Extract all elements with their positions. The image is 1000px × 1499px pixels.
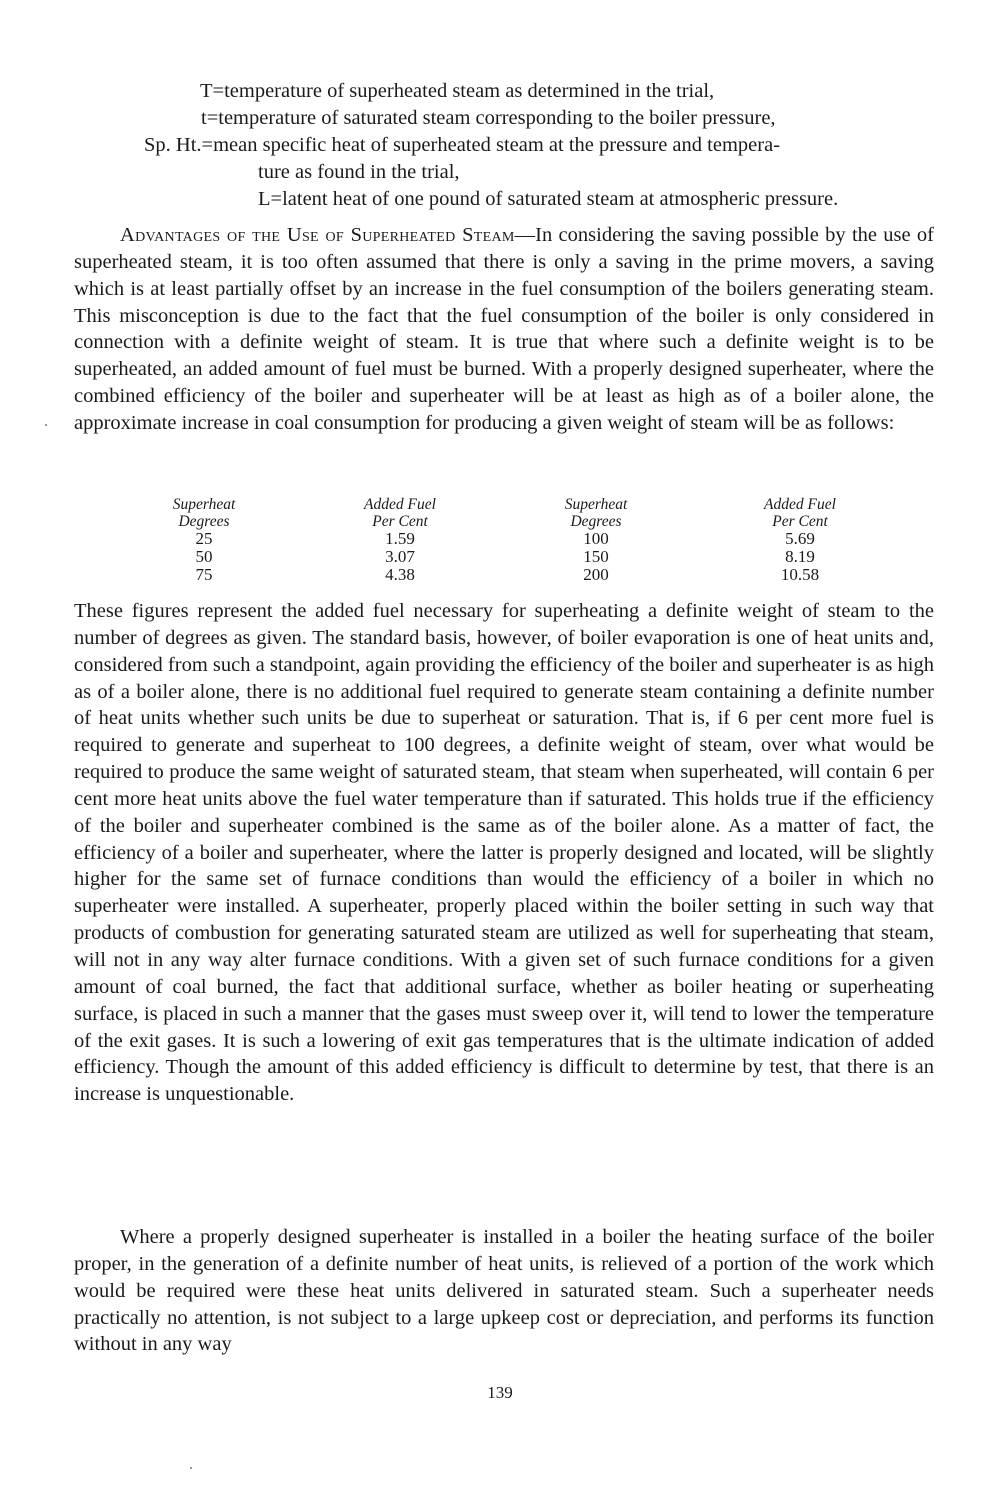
table-cell: 150 xyxy=(583,547,609,566)
page-number: 139 xyxy=(487,1383,513,1402)
column-added-fuel-2 xyxy=(720,496,880,584)
definition-sp-ht: Sp. Ht.=mean specific heat of superheated steam at the pressure and tempera- xyxy=(144,134,780,156)
table-cell: 100 xyxy=(583,529,609,548)
definition-T: T=temperature of superheated steam as determined in the trial, xyxy=(200,80,715,102)
column-header: Superheat Degrees xyxy=(172,496,236,530)
table-cell: 8.19 xyxy=(785,547,815,566)
table-cell: 25 xyxy=(195,529,213,548)
table-cell: 4.38 xyxy=(385,565,415,584)
table-cell: 50 xyxy=(195,547,213,566)
table-cell: 200 xyxy=(583,565,609,584)
table-cell: 5.69 xyxy=(785,529,815,548)
paragraph-figures: These figures represent the added fuel necessary for superheating a definite weight of steam to the number of degrees as given. The standard basis, however, of boiler evaporation is one of heat units and, considered from such a standpoint, again providing the efficiency of the boiler and superheater is as high as of a boiler alone, there is no additional fuel required to generate steam containing a definite number of heat units whether such units be due to superheat or saturation. That is, if 6 per cent more fuel is required to generate and superheat to 100 degrees, a definite weight of steam, over what would be required to produce the same weight of saturated steam, that steam when superheated, will contain 6 per cent more heat units above the fuel water temperature than if saturated. This holds true if the efficiency of the boiler and superheater combined is the same as of the boiler alone. As a matter of fact, the efficiency of a boiler and superheater, where the latter is properly designed and located, will be slightly higher for the same set of furnace conditions than would the efficiency of a boiler in which no superheater were installed. A superheater, properly placed within the boiler setting in such way that products of combustion for generating saturated steam are utilized as well for superheating that steam, will not in any way alter furnace conditions. With a given set of such furnace conditions for a given amount of coal burned, the fact that additional surface, whether as boiler heating or superheating surface, is placed in such a manner that the gases must sweep over it, will tend to lower the temperature of the exit gases. It is such a lowering of exit gas temperatures that is the ultimate indication of added efficiency. Though the amount of this added efficiency is difficult to determine by test, that there is an increase is unquestionable. xyxy=(74,600,934,1106)
definition-t: t=temperature of saturated steam corresponding to the boiler pressure, xyxy=(201,107,776,129)
definition-sp-ht-continued: ture as found in the trial, xyxy=(258,161,460,183)
paragraph-advantages xyxy=(74,222,934,437)
scan-speck xyxy=(45,424,47,426)
column-superheat-1 xyxy=(124,496,284,584)
column-header: Added Fuel Per Cent xyxy=(364,496,436,530)
table-cell: 10.58 xyxy=(780,565,820,584)
column-added-fuel-1 xyxy=(320,496,480,584)
table-cell: 3.07 xyxy=(385,547,415,566)
table-cell: 1.59 xyxy=(385,529,415,548)
column-superheat-2 xyxy=(516,496,676,584)
paragraph-advantages-text: —In considering the saving possible by the use of superheated steam, it is too often assumed that there is only a saving in the prime movers, a saving which is at least partially offset by an increase in the fuel consumption of the boilers generating steam. This misconception is due to the fact that the fuel consumption of the boiler is only considered in connection with a definite weight of steam. It is true that where such a definite weight is to be superheated, an added amount of fuel must be burned. With a properly designed superheater, where the combined efficiency of the boiler and superheater will be at least as high as of a boiler alone, the approximate increase in coal consumption for producing a given weight of steam will be as follows: xyxy=(74,224,934,434)
scan-speck xyxy=(190,1467,192,1469)
definition-L: L=latent heat of one pound of saturated steam at atmospheric pressure. xyxy=(258,188,839,210)
column-header: Added Fuel Per Cent xyxy=(764,496,836,530)
paragraph-superheater-installed: Where a properly designed superheater is installed in a boiler the heating surface of the boiler proper, in the generation of a definite number of heat units, is relieved of a portion of the work which would be required were these heat units delivered in saturated steam. Such a superheater needs practically no attention, is not subject to a large upkeep cost or depreciation, and performs its function without in any way xyxy=(74,1226,934,1356)
column-header: Superheat Degrees xyxy=(564,496,628,530)
table-cell: 75 xyxy=(195,565,213,584)
section-heading: Advantages of the Use of Superheated Steam xyxy=(120,224,515,246)
